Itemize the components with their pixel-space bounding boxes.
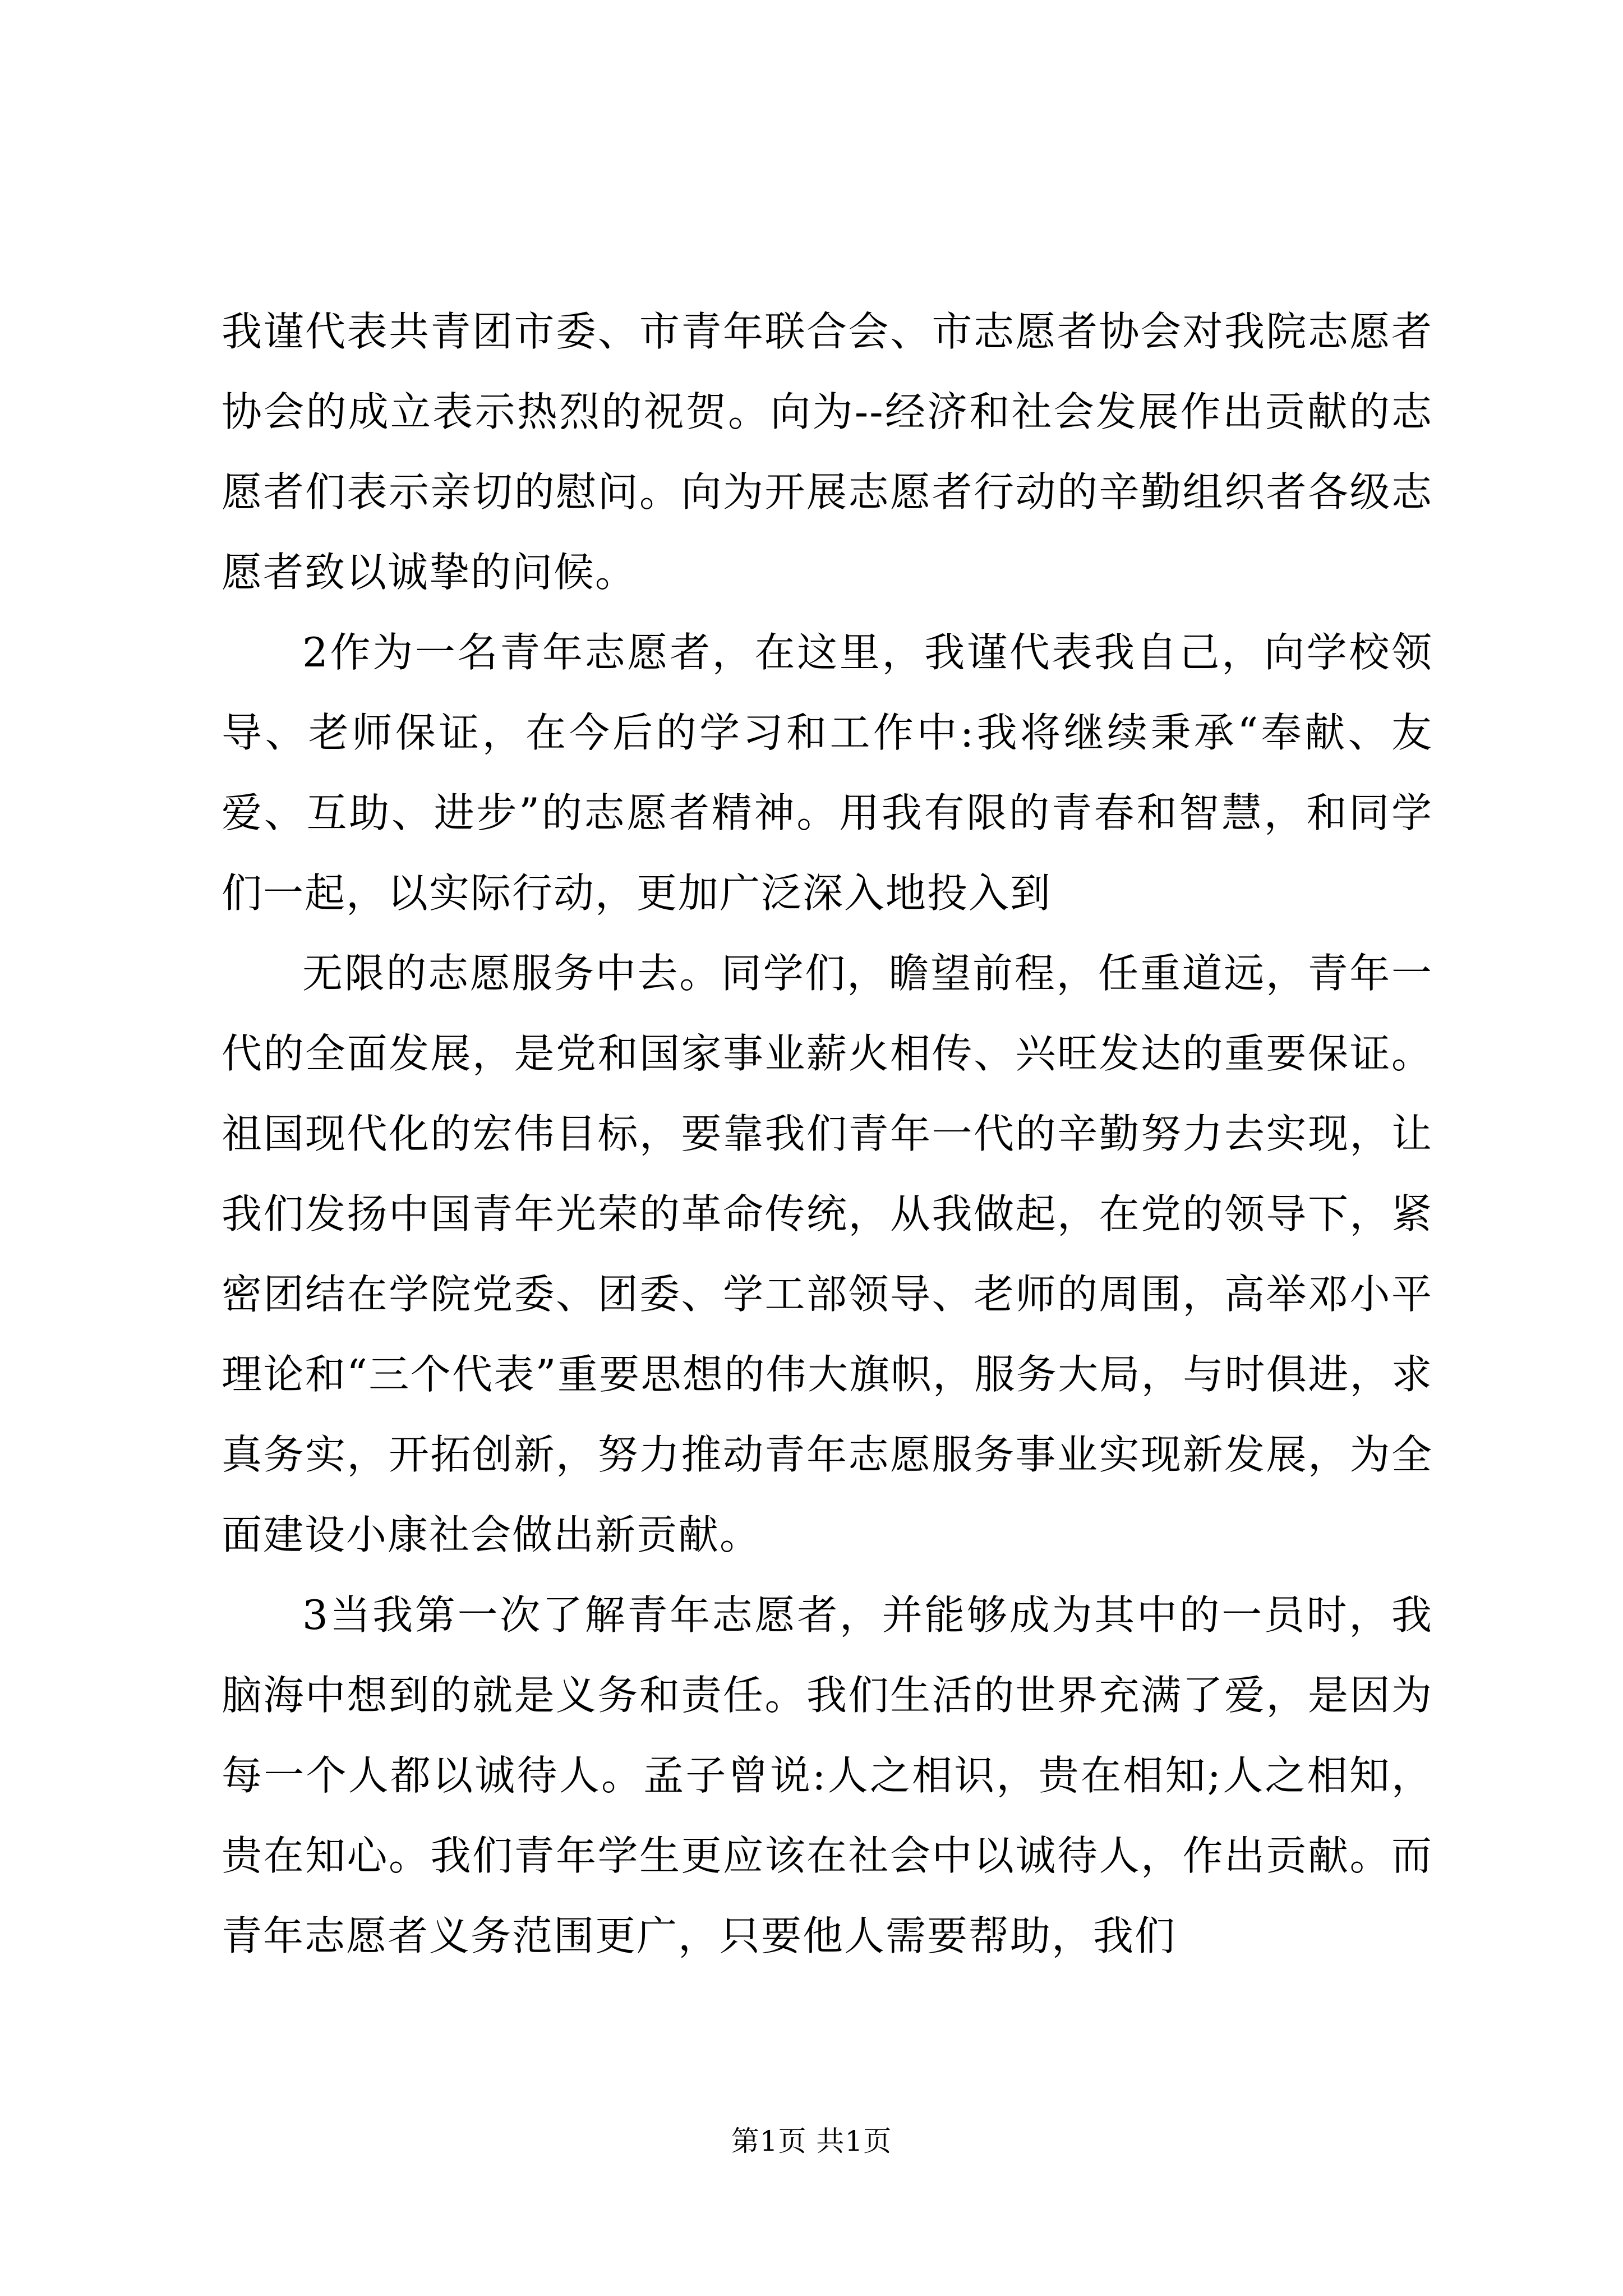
paragraph-3: 无限的志愿服务中去。同学们，瞻望前程，任重道远，青年一代的全面发展，是党和国家事业薪火相传、兴旺发达的重要保证。祖国现代化的宏伟目标，要靠我们青年一代的辛勤努力去实现，让我们发扬中国青年光荣的革命传统，从我做起，在党的领导下，紧密团结在学院党委、团委、学工部领导、老师的周围，高举邓小平理论和“三个代表”重要思想的伟大旗帜，服务大局，与时俱进，求真务实，开拓创新，努力推动青年志愿服务事业实现新发展，为全面建设小康社会做出新贡献。 [222, 950, 1433, 1558]
page-footer [0, 2122, 1623, 2161]
paragraph-2: 2作为一名青年志愿者，在这里，我谨代表我自己，向学校领导、老师保证，在今后的学习和工作中:我将继续秉承“奉献、友爱、互助、进步”的志愿者精神。用我有限的青春和智慧，和同学们一起，以实际行动，更加广泛深入地投入到 [222, 629, 1433, 917]
page-number-label: 第1页 共1页 [731, 2125, 892, 2157]
document-body [222, 292, 1433, 1976]
paragraph-4: 3当我第一次了解青年志愿者，并能够成为其中的一员时，我脑海中想到的就是义务和责任。我们生活的世界充满了爱，是因为每一个人都以诚待人。孟子曾说:人之相识，贵在相知;人之相知，贵在知心。我们青年学生更应该在社会中以诚待人，作出贡献。而青年志愿者义务范围更广，只要他人需要帮助，我们 [222, 1591, 1433, 1959]
paragraph-1: 我谨代表共青团市委、市青年联合会、市志愿者协会对我院志愿者协会的成立表示热烈的祝贺。向为--经济和社会发展作出贡献的志愿者们表示亲切的慰问。向为开展志愿者行动的辛勤组织者各级志愿者致以诚挚的问候。 [222, 308, 1433, 596]
